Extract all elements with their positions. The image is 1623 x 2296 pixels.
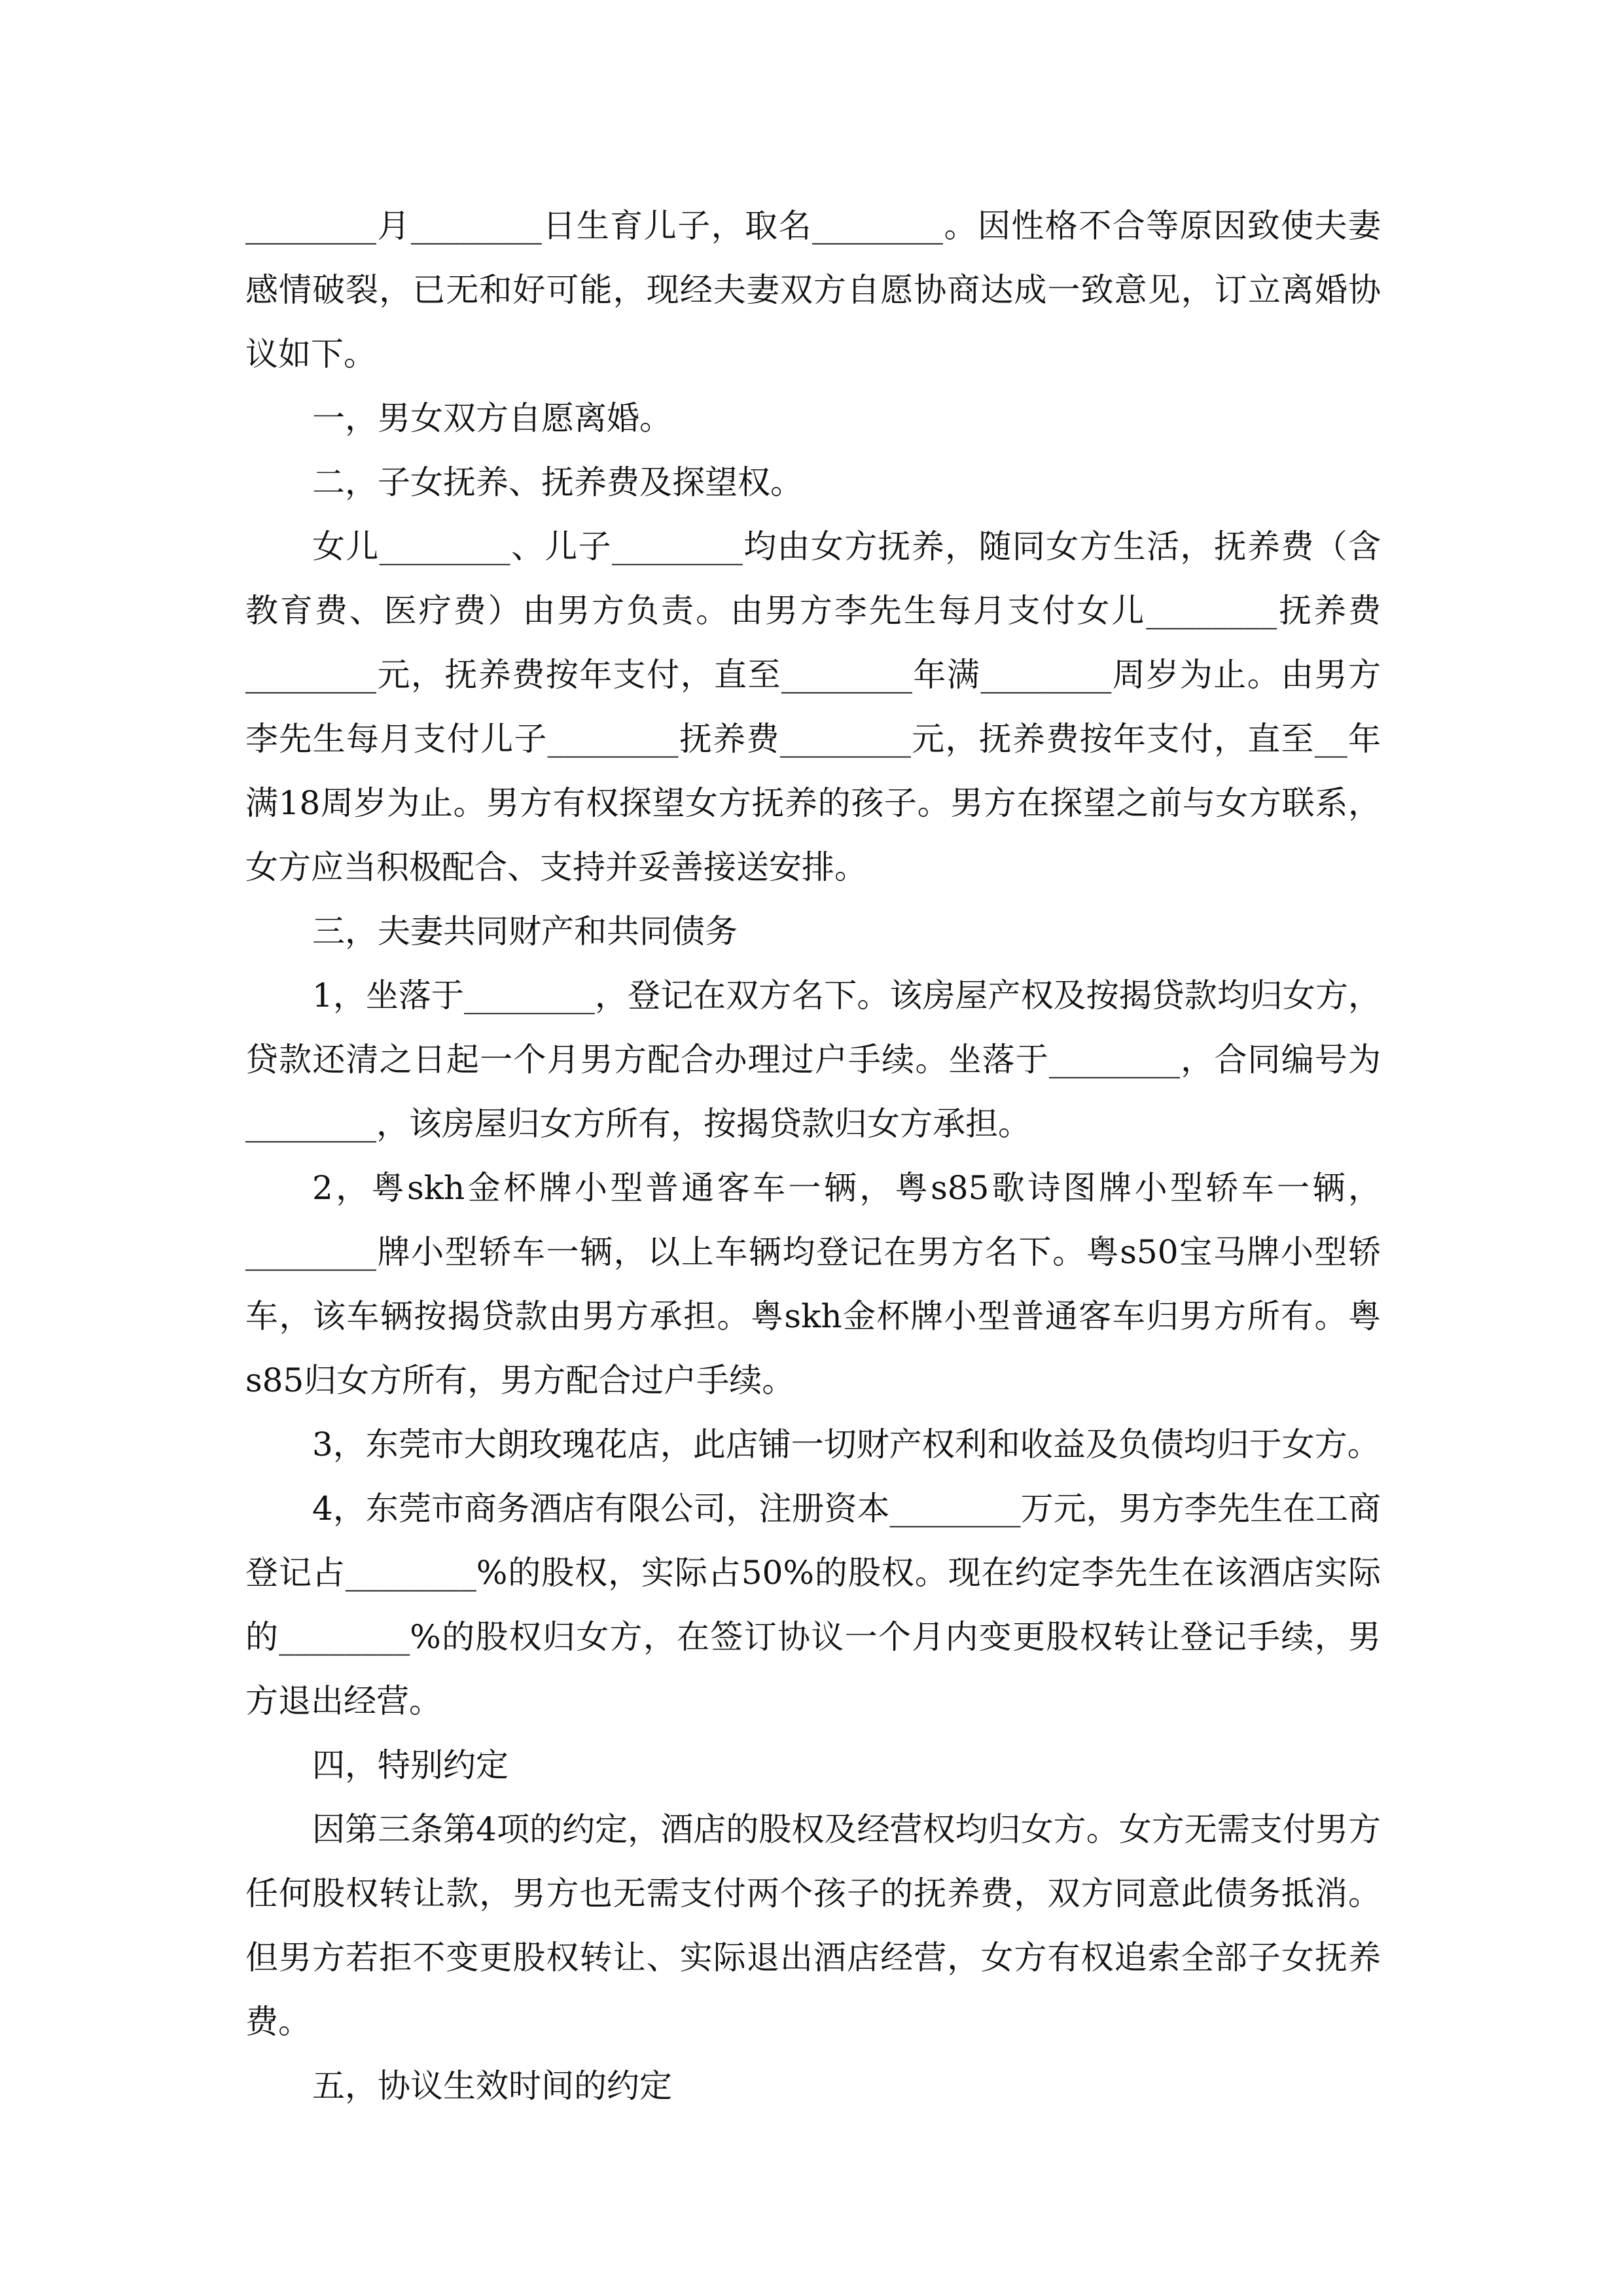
- clause-four-heading: 四，特别约定: [312, 1746, 508, 1784]
- child-support-paragraph: 女儿________、儿子________均由女方抚养，随同女方生活，抚养费（含教育费、医疗费）由男方负责。由男方李先生每月支付女儿________抚养费________元，抚养费按年支付，直至________年满________周岁为止。由男方李先生每月支付儿子________抚养费________元，抚养费按年支付，直至__年满18周岁为止。男方有权探望女方抚养的孩子。男方在探望之前与女方联系，女方应当积极配合、支持并妥善接送安排。: [245, 528, 1381, 886]
- clause-five-heading: 五，协议生效时间的约定: [312, 2067, 672, 2105]
- clause-two-heading: 二，子女抚养、抚养费及探望权。: [312, 463, 803, 501]
- document-page: [245, 194, 1381, 2118]
- clause-one-heading: 一，男女双方自愿离婚。: [312, 399, 672, 437]
- property-item-1: 1，坐落于________，登记在双方名下。该房屋产权及按揭贷款均归女方，贷款还清之日起一个月男方配合办理过户手续。坐落于________，合同编号为________，该房屋归女方所有，按揭贷款归女方承担。: [245, 977, 1381, 1143]
- property-item-2: 2，粤skh金杯牌小型普通客车一辆，粤s85歌诗图牌小型轿车一辆，________牌小型轿车一辆，以上车辆均登记在男方名下。粤s50宝马牌小型轿车，该车辆按揭贷款由男方承担。粤skh金杯牌小型普通客车归男方所有。粤s85归女方所有，男方配合过户手续。: [245, 1169, 1381, 1399]
- clause-three-heading: 三，夫妻共同财产和共同债务: [312, 912, 738, 950]
- property-item-4: 4，东莞市商务酒店有限公司，注册资本________万元，男方李先生在工商登记占________%的股权，实际占50%的股权。现在约定李先生在该酒店实际的________%的股权归女方，在签订协议一个月内变更股权转让登记手续，男方退出经营。: [245, 1490, 1381, 1720]
- paragraph-continuation: ________月________日生育儿子，取名________。因性格不合等原因致使夫妻感情破裂，已无和好可能，现经夫妻双方自愿协商达成一致意见，订立离婚协议如下。: [245, 207, 1381, 373]
- special-agreement-paragraph: 因第三条第4项的约定，酒店的股权及经营权均归女方。女方无需支付男方任何股权转让款，男方也无需支付两个孩子的抚养费，双方同意此债务抵消。但男方若拒不变更股权转让、实际退出酒店经营，女方有权追索全部子女抚养费。: [245, 1810, 1381, 2041]
- property-item-3: 3，东莞市大朗玫瑰花店，此店铺一切财产权利和收益及负债均归于女方。: [312, 1426, 1380, 1463]
